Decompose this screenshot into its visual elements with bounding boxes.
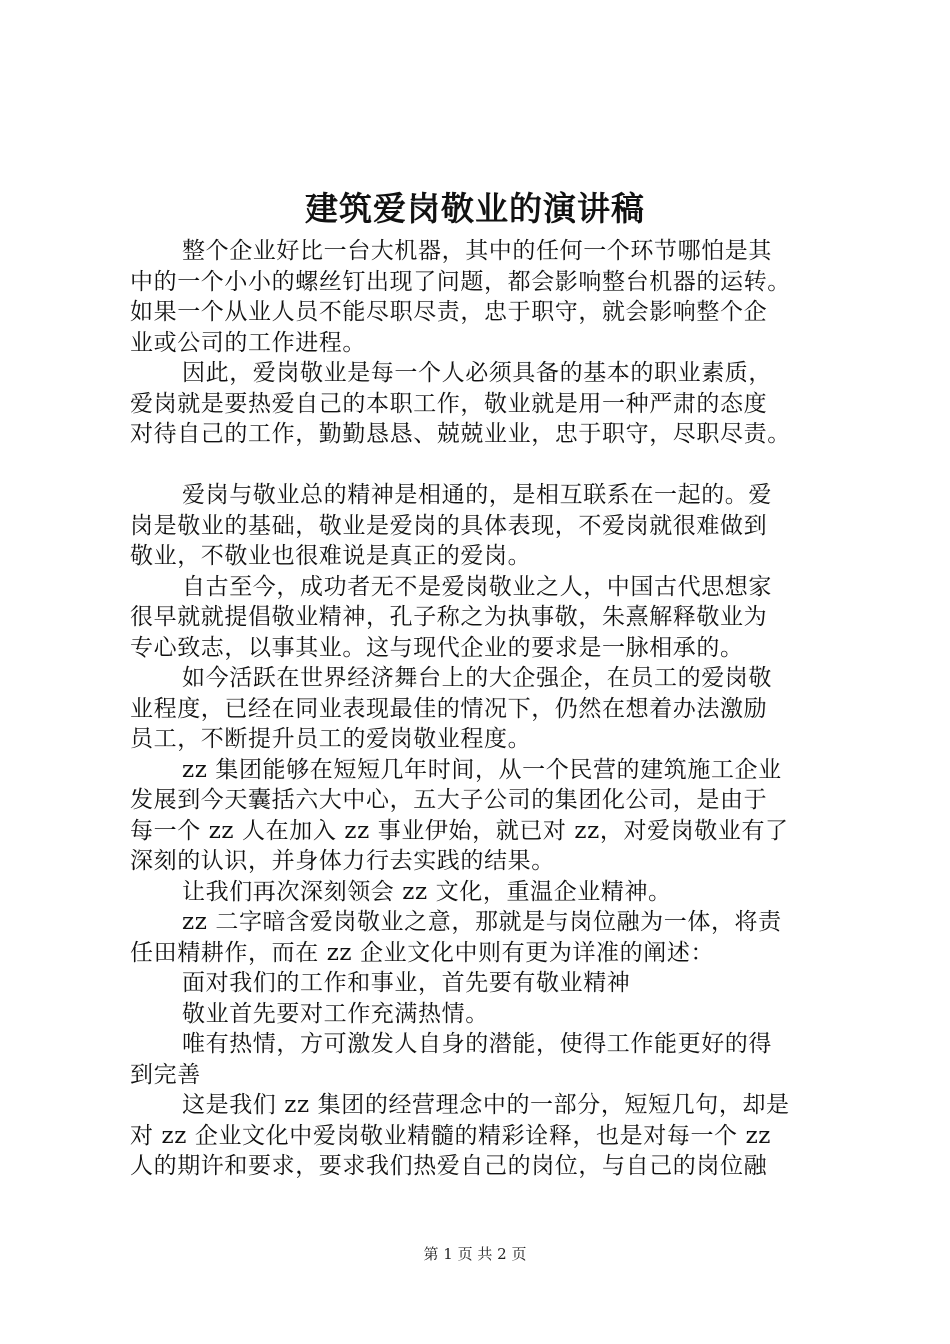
- document-title: 建筑爱岗敬业的演讲稿: [305, 189, 645, 228]
- text-line: 敬业，不敬业也很难说是真正的爱岗。: [130, 543, 532, 569]
- text-line: 中的一个小小的螺丝钉出现了问题，都会影响整台机器的运转。: [130, 268, 791, 295]
- text-line: 唯有热情，方可激发人自身的潜能，使得工作能更好的得: [182, 1031, 772, 1057]
- text-line: 对 zz 企业文化中爱岗敬业精髓的精彩诠释，也是对每一个 zz: [130, 1122, 772, 1149]
- text-line: 业或公司的工作进程。: [130, 329, 366, 356]
- text-line: 专心致志，以事其业。这与现代企业的要求是一脉相承的。: [130, 634, 744, 661]
- text-line: 岗是敬业的基础，敬业是爱岗的具体表现，不爱岗就很难做到: [130, 512, 768, 539]
- text-line: 爱岗就是要热爱自己的本职工作，敬业就是用一种严肃的态度: [130, 390, 768, 417]
- text-line: 人的期许和要求，要求我们热爱自己的岗位，与自己的岗位融: [130, 1153, 768, 1179]
- text-line: 自古至今，成功者无不是爱岗敬业之人，中国古代思想家: [182, 573, 772, 600]
- text-line: 任田精耕作，而在 zz 企业文化中则有更为详准的阐述：: [130, 939, 715, 966]
- text-line: 发展到今天囊括六大中心，五大子公司的集团化公司，是由于: [130, 787, 768, 813]
- document-body: [130, 236, 830, 1182]
- text-line: zz 二字暗含爱岗敬业之意，那就是与岗位融为一体，将责: [182, 909, 782, 935]
- text-line: 很早就就提倡敬业精神，孔子称之为执事敬，朱熹解释敬业为: [130, 604, 768, 630]
- text-line: 对待自己的工作，勤勤恳恳、兢兢业业，忠于职守，尽职尽责。: [130, 421, 791, 447]
- text-line: 这是我们 zz 集团的经营理念中的一部分，短短几句，却是: [182, 1092, 790, 1118]
- text-line: 面对我们的工作和事业，首先要有敬业精神: [182, 970, 631, 996]
- text-line: 如果一个从业人员不能尽职尽责，忠于职守，就会影响整个企: [130, 299, 768, 325]
- text-line: 业程度，已经在同业表现最佳的情况下，仍然在想着办法激励: [130, 695, 768, 722]
- text-line: 爱岗与敬业总的精神是相通的，是相互联系在一起的。爱: [182, 482, 772, 508]
- paragraph-gap: [130, 450, 830, 481]
- text-line: zz 集团能够在短短几年时间，从一个民营的建筑施工企业: [182, 756, 782, 783]
- text-line: 员工，不断提升员工的爱岗敬业程度。: [130, 726, 532, 752]
- text-line: 到完善: [130, 1061, 201, 1088]
- text-line: 每一个 zz 人在加入 zz 事业伊始，就已对 zz，对爱岗敬业有了: [130, 817, 789, 844]
- text-line: 深刻的认识，并身体力行去实践的结果。: [130, 848, 555, 874]
- text-line: 让我们再次深刻领会 zz 文化，重温企业精神。: [182, 878, 672, 905]
- text-line: 如今活跃在世界经济舞台上的大企强企，在员工的爱岗敬: [182, 665, 772, 691]
- text-line: 敬业首先要对工作充满热情。: [182, 1000, 489, 1027]
- text-line: 因此，爱岗敬业是每一个人必须具备的基本的职业素质，: [182, 360, 772, 386]
- page-number-footer: 第 1 页 共 2 页: [423, 1245, 527, 1263]
- text-line: 整个企业好比一台大机器，其中的任何一个环节哪怕是其: [182, 238, 772, 264]
